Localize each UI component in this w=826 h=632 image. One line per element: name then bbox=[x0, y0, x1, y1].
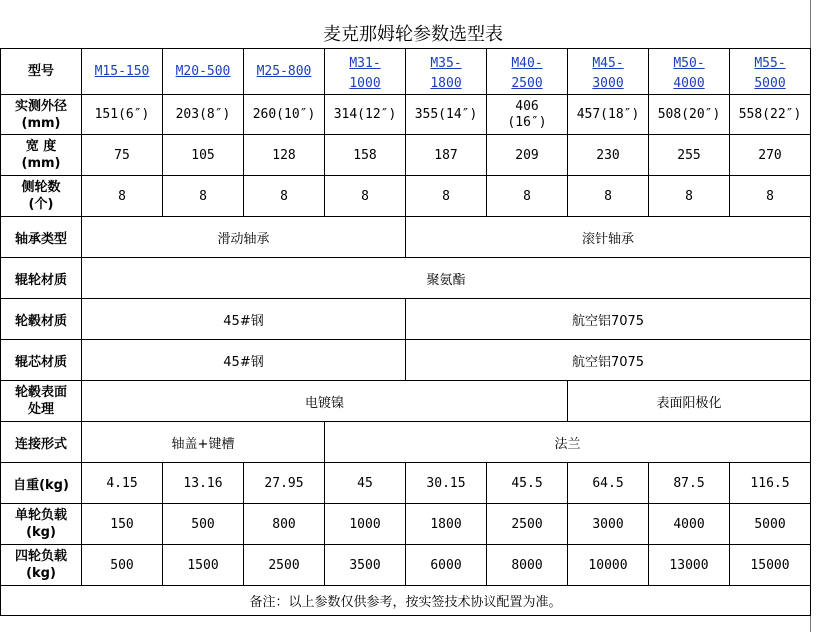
cell-four-load: 500 bbox=[82, 545, 163, 586]
row-core-material bbox=[1, 340, 811, 381]
cell-single-load: 500 bbox=[163, 504, 244, 545]
cell-single-load: 3000 bbox=[568, 504, 649, 545]
cell-side-rollers: 8 bbox=[82, 176, 163, 217]
model-link[interactable] bbox=[730, 49, 811, 95]
label-weight: 自重(kg) bbox=[1, 463, 82, 504]
label-core-material: 辊芯材质 bbox=[1, 340, 82, 381]
cell-weight: 45.5 bbox=[487, 463, 568, 504]
row-weight bbox=[1, 463, 811, 504]
model-link[interactable] bbox=[649, 49, 730, 95]
row-hub-surface bbox=[1, 381, 811, 422]
cell-four-load: 3500 bbox=[325, 545, 406, 586]
cell-hub-material: 45#钢 bbox=[82, 299, 406, 340]
row-connection bbox=[1, 422, 811, 463]
row-outer-diameter bbox=[1, 95, 811, 135]
cell-roller-material: 聚氨酯 bbox=[82, 258, 811, 299]
row-hub-material bbox=[1, 299, 811, 340]
cell-weight: 45 bbox=[325, 463, 406, 504]
cell-outer-diameter: 260(10″) bbox=[244, 95, 325, 135]
model-link[interactable] bbox=[406, 49, 487, 95]
label-hub-surface: 轮毂表面 处理 bbox=[1, 381, 82, 422]
cell-single-load: 2500 bbox=[487, 504, 568, 545]
cell-single-load: 1800 bbox=[406, 504, 487, 545]
cell-width: 255 bbox=[649, 135, 730, 176]
cell-hub-surface: 表面阳极化 bbox=[568, 381, 811, 422]
cell-weight: 64.5 bbox=[568, 463, 649, 504]
cell-four-load: 6000 bbox=[406, 545, 487, 586]
cell-side-rollers: 8 bbox=[163, 176, 244, 217]
cell-single-load: 800 bbox=[244, 504, 325, 545]
cell-core-material: 航空铝7075 bbox=[406, 340, 811, 381]
cell-connection: 法兰 bbox=[325, 422, 811, 463]
cell-outer-diameter: 558(22″) bbox=[730, 95, 811, 135]
row-model bbox=[1, 49, 811, 95]
model-link[interactable] bbox=[325, 49, 406, 95]
cell-width: 128 bbox=[244, 135, 325, 176]
cell-hub-surface: 电镀镍 bbox=[82, 381, 568, 422]
table-title: 麦克那姆轮参数选型表 bbox=[323, 24, 503, 45]
model-text: M40- 2500 bbox=[511, 55, 543, 91]
row-four-load bbox=[1, 545, 811, 586]
cell-side-rollers: 8 bbox=[325, 176, 406, 217]
cell-width: 158 bbox=[325, 135, 406, 176]
label-four-load: 四轮负载 (kg) bbox=[1, 545, 82, 586]
label-bearing-type: 轴承类型 bbox=[1, 217, 82, 258]
model-text: M50- 4000 bbox=[673, 55, 705, 91]
model-link[interactable] bbox=[568, 49, 649, 95]
cell-side-rollers: 8 bbox=[244, 176, 325, 217]
cell-weight: 4.15 bbox=[82, 463, 163, 504]
footnote: 备注：以上参数仅供参考，按实签技术协议配置为准。 bbox=[1, 586, 811, 616]
cell-four-load: 15000 bbox=[730, 545, 811, 586]
row-single-load bbox=[1, 504, 811, 545]
cell-weight: 30.15 bbox=[406, 463, 487, 504]
model-text: M45- 3000 bbox=[592, 55, 624, 91]
label-width: 宽 度 (mm) bbox=[1, 135, 82, 176]
label-connection: 连接形式 bbox=[1, 422, 82, 463]
row-bearing-type bbox=[1, 217, 811, 258]
cell-four-load: 10000 bbox=[568, 545, 649, 586]
cell-weight: 13.16 bbox=[163, 463, 244, 504]
cell-hub-material: 航空铝7075 bbox=[406, 299, 811, 340]
cell-connection: 轴盖+键槽 bbox=[82, 422, 325, 463]
cell-side-rollers: 8 bbox=[730, 176, 811, 217]
cell-outer-diameter: 355(14″) bbox=[406, 95, 487, 135]
cell-side-rollers: 8 bbox=[649, 176, 730, 217]
model-text: M55- 5000 bbox=[754, 55, 786, 91]
label-model: 型号 bbox=[1, 49, 82, 95]
cell-single-load: 4000 bbox=[649, 504, 730, 545]
label-hub-material: 轮毂材质 bbox=[1, 299, 82, 340]
label-side-rollers: 侧轮数 (个) bbox=[1, 176, 82, 217]
cell-width: 187 bbox=[406, 135, 487, 176]
cell-outer-diameter: 203(8″) bbox=[163, 95, 244, 135]
cell-width: 209 bbox=[487, 135, 568, 176]
cell-outer-diameter: 406 (16″) bbox=[487, 95, 568, 135]
cell-four-load: 8000 bbox=[487, 545, 568, 586]
cell-core-material: 45#钢 bbox=[82, 340, 406, 381]
label-roller-material: 辊轮材质 bbox=[1, 258, 82, 299]
label-single-load: 单轮负载 (kg) bbox=[1, 504, 82, 545]
row-side-rollers bbox=[1, 176, 811, 217]
cell-width: 270 bbox=[730, 135, 811, 176]
model-text: M35- 1800 bbox=[430, 55, 462, 91]
model-link[interactable]: M25-800 bbox=[244, 49, 325, 95]
cell-side-rollers: 8 bbox=[406, 176, 487, 217]
cell-outer-diameter: 457(18″) bbox=[568, 95, 649, 135]
cell-width: 75 bbox=[82, 135, 163, 176]
model-link[interactable] bbox=[487, 49, 568, 95]
cell-bearing-type: 滚针轴承 bbox=[406, 217, 811, 258]
cell-four-load: 13000 bbox=[649, 545, 730, 586]
cell-bearing-type: 滑动轴承 bbox=[82, 217, 406, 258]
row-width bbox=[1, 135, 811, 176]
spec-table bbox=[0, 48, 811, 616]
cell-weight: 87.5 bbox=[649, 463, 730, 504]
cell-width: 105 bbox=[163, 135, 244, 176]
cell-single-load: 150 bbox=[82, 504, 163, 545]
row-note bbox=[1, 586, 811, 616]
model-text: M31- 1000 bbox=[349, 55, 381, 91]
cell-weight: 27.95 bbox=[244, 463, 325, 504]
cell-single-load: 1000 bbox=[325, 504, 406, 545]
label-outer-diameter: 实测外径 (mm) bbox=[1, 95, 82, 135]
cell-four-load: 2500 bbox=[244, 545, 325, 586]
cell-outer-diameter: 151(6″) bbox=[82, 95, 163, 135]
row-roller-material bbox=[1, 258, 811, 299]
cell-single-load: 5000 bbox=[730, 504, 811, 545]
cell-outer-diameter: 508(20″) bbox=[649, 95, 730, 135]
cell-side-rollers: 8 bbox=[487, 176, 568, 217]
cell-side-rollers: 8 bbox=[568, 176, 649, 217]
cell-width: 230 bbox=[568, 135, 649, 176]
cell-four-load: 1500 bbox=[163, 545, 244, 586]
model-link[interactable]: M20-500 bbox=[163, 49, 244, 95]
cell-outer-diameter: 314(12″) bbox=[325, 95, 406, 135]
model-link[interactable]: M15-150 bbox=[82, 49, 163, 95]
cell-weight: 116.5 bbox=[730, 463, 811, 504]
